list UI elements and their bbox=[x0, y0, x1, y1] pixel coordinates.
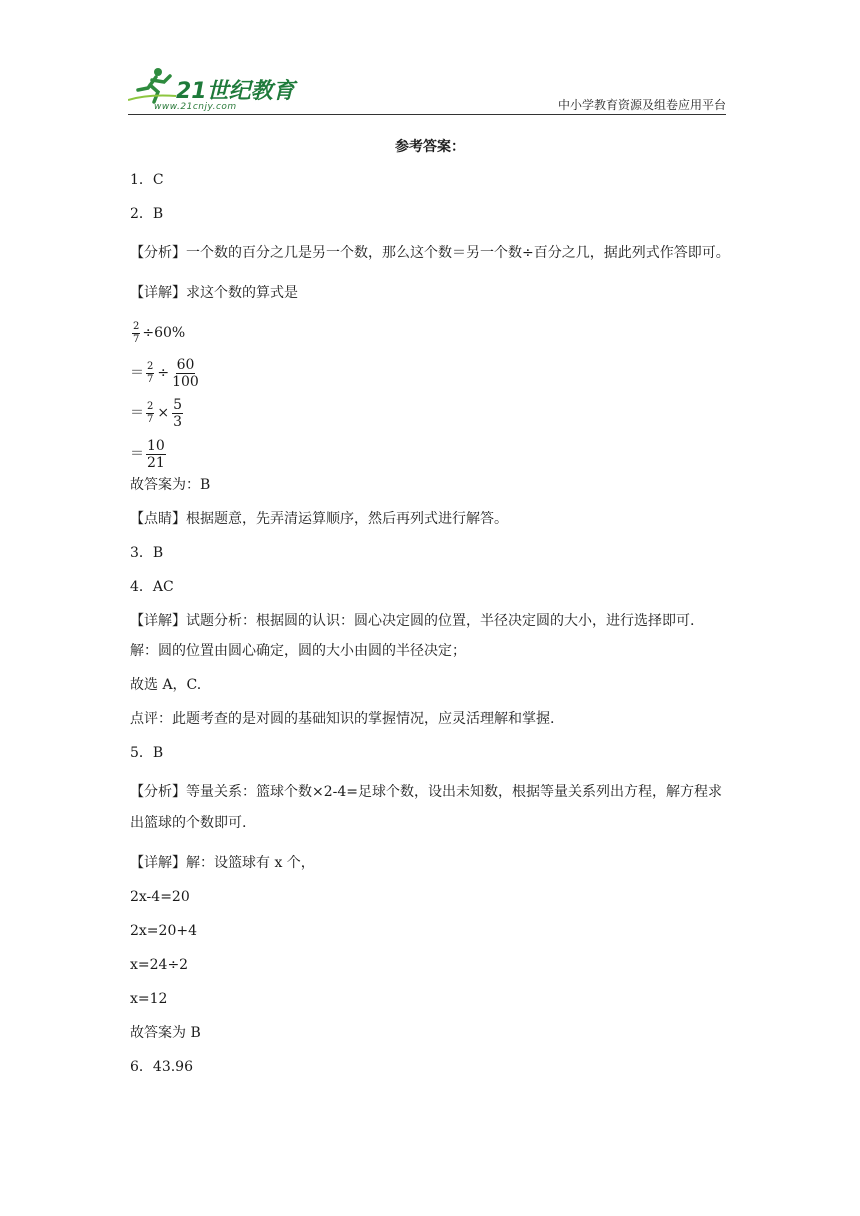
fraction: $\frac{5}{3}$ bbox=[173, 396, 183, 430]
q5-equation-4: x=12 bbox=[130, 991, 168, 1007]
fraction: $\frac{10}{21}$ bbox=[147, 437, 165, 471]
logo-text: 21世纪教育 bbox=[176, 79, 295, 104]
page-title: 参考答案： bbox=[395, 139, 465, 155]
q3-answer: 3．B bbox=[130, 545, 164, 561]
q5-equation-2: 2x=20+4 bbox=[130, 923, 197, 939]
q5-equation-3: x=24÷2 bbox=[130, 957, 189, 973]
q2-comment: 【点睛】根据题意，先弄清运算顺序，然后再列式进行解答。 bbox=[130, 511, 508, 527]
q2-step2: ＝ $\frac{2}{7}$ ÷ $\frac{60}{100}$ bbox=[130, 356, 199, 390]
fraction: $\frac{60}{100}$ bbox=[172, 356, 199, 390]
q2-analysis: 【分析】一个数的百分之几是另一个数，那么这个数＝另一个数÷百分之几，据此列式作答即可。 bbox=[130, 245, 730, 261]
q2-answer: 2．B bbox=[130, 206, 164, 222]
q4-solution: 解：圆的位置由圆心确定，圆的大小由圆的半径决定； bbox=[130, 643, 466, 659]
answer-content bbox=[130, 136, 730, 1091]
header-divider bbox=[128, 114, 726, 115]
q5-equation-1: 2x-4=20 bbox=[130, 889, 190, 905]
q1-answer: 1．C bbox=[130, 172, 164, 188]
q4-choice: 故选 A，C. bbox=[130, 677, 202, 693]
fraction: $\frac{2}{7}$ bbox=[147, 360, 154, 385]
q2-conclusion: 故答案为：B bbox=[130, 477, 211, 493]
q4-answer: 4．AC bbox=[130, 579, 174, 595]
page-header bbox=[128, 60, 726, 116]
q2-detail: 【详解】求这个数的算式是 bbox=[130, 285, 298, 301]
fraction: $\frac{2}{7}$ bbox=[133, 320, 140, 345]
fraction: $\frac{2}{7}$ bbox=[147, 400, 154, 425]
q2-step1: $\frac{2}{7}$ ÷60% bbox=[133, 320, 186, 345]
q5-detail: 【详解】解：设篮球有 x 个， bbox=[130, 855, 315, 871]
q4-review: 点评：此题考查的是对圆的基础知识的掌握情况，应灵活理解和掌握. bbox=[130, 711, 555, 727]
q5-conclusion: 故答案为 B bbox=[130, 1025, 201, 1041]
logo-url: www.21cnjy.com bbox=[154, 102, 237, 112]
platform-name: 中小学教育资源及组卷应用平台 bbox=[557, 98, 726, 112]
q4-detail: 【详解】试题分析：根据圆的认识：圆心决定圆的位置，半径决定圆的大小，进行选择即可. bbox=[130, 613, 695, 629]
q5-analysis: 【分析】等量关系：篮球个数×2-4=足球个数，设出未知数，根据等量关系列出方程，解方程求出篮球的个数即可. bbox=[130, 784, 723, 831]
q2-step4: ＝ $\frac{10}{21}$ bbox=[130, 437, 165, 471]
q2-step3: ＝ $\frac{2}{7}$ × $\frac{5}{3}$ bbox=[130, 396, 183, 430]
q6-answer: 6．43.96 bbox=[130, 1059, 193, 1075]
q5-answer: 5．B bbox=[130, 745, 164, 761]
logo bbox=[128, 66, 298, 114]
